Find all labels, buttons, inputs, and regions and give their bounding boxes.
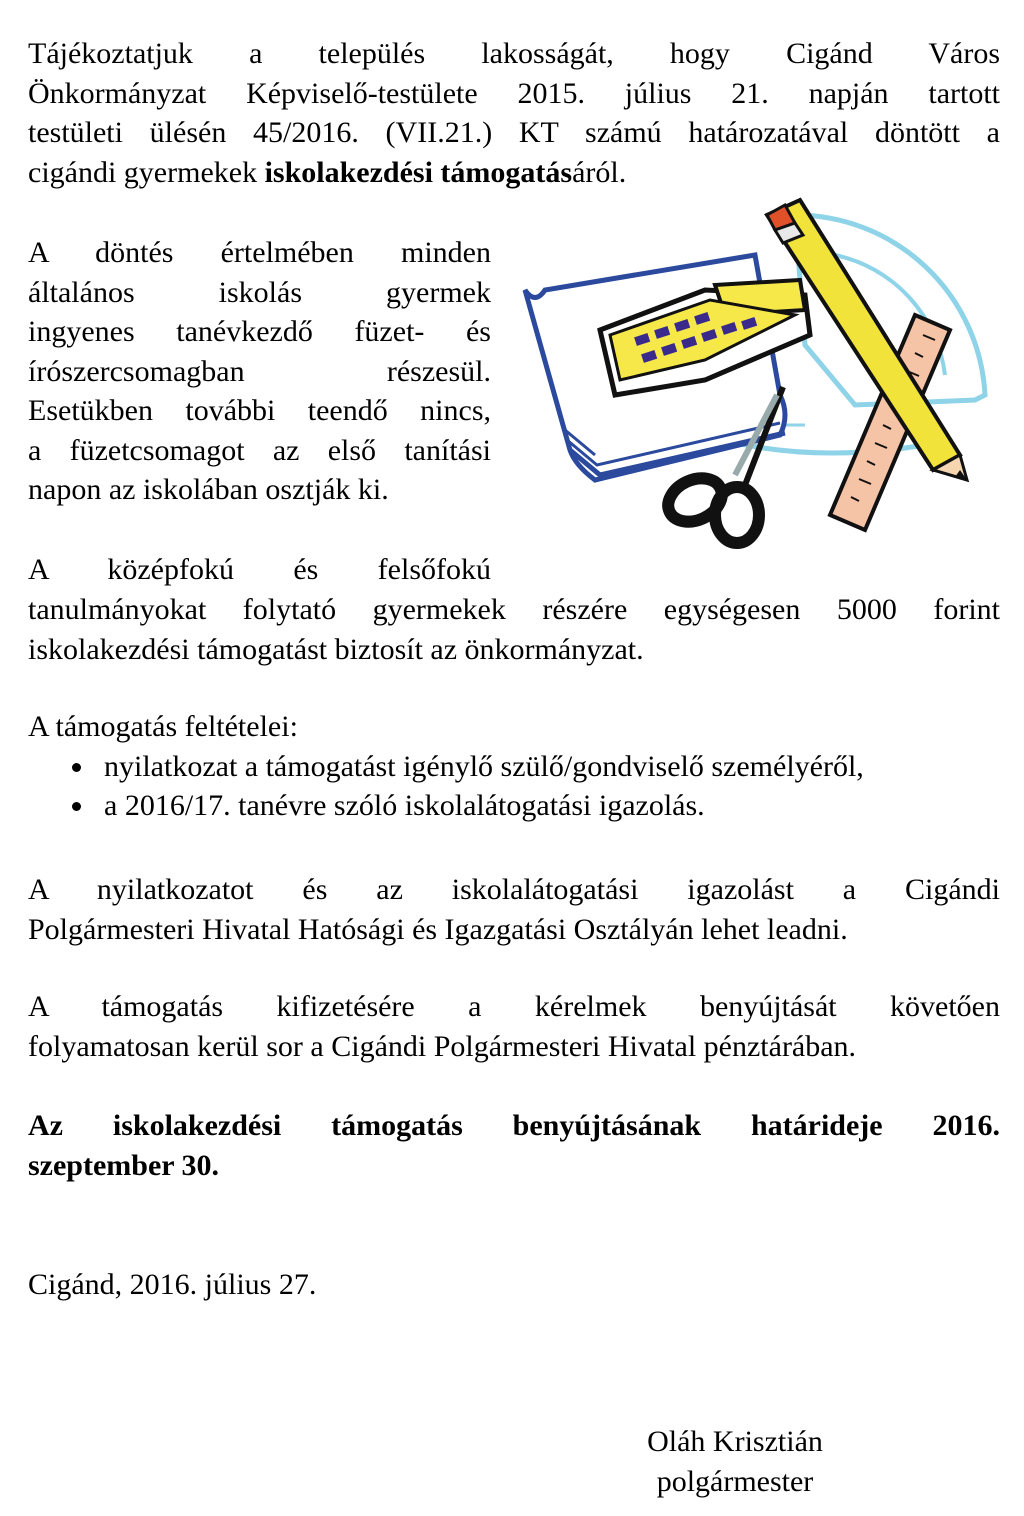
payment-paragraph	[28, 987, 1000, 1066]
intro-bold-term: iskolakezdési támogatás	[264, 155, 573, 189]
decision-line: a füzetcsomagot az első tanítási	[28, 433, 491, 467]
decision-line: A döntés értelmében minden	[28, 236, 491, 269]
condition-text: a 2016/17. tanévre szóló iskolalátogatási igazolás.	[104, 789, 705, 822]
payment-line-2: folyamatosan kerül sor a Cigándi Polgármesteri Hivatal pénztárában.	[28, 1029, 857, 1063]
intro-line-4-prefix: cigándi gyermekek	[28, 155, 265, 189]
bullet-icon	[72, 763, 81, 772]
signer-title: polgármester	[656, 1464, 814, 1498]
decision-line: napon az iskolában osztják ki.	[28, 473, 389, 506]
payment-line-1: A támogatás kifizetésére a kérelmek benyújtását követően	[28, 990, 1000, 1023]
submission-line-1: A nyilatkozatot és az iskolalátogatási igazolást a Cigándi	[28, 873, 1000, 906]
deadline-line-2	[28, 1146, 1000, 1186]
intro-line-4	[28, 153, 1000, 193]
intro-line-3: testületi ülésén 45/2016. (VII.21.) KT számú határozatával döntött a	[28, 116, 1000, 149]
submission-paragraph	[28, 870, 1000, 949]
secondary-line-2: tanulmányokat folytató gyermekek részére egységesen 5000 forint	[28, 593, 1000, 626]
decision-line: írószercsomagban részesül.	[28, 354, 491, 388]
intro-line-1: Tájékoztatjuk a település lakosságát, hogy Cigánd Város	[28, 37, 1000, 70]
list-item	[28, 747, 1000, 787]
submission-line-2: Polgármesteri Hivatal Hatósági és Igazgatási Osztályán lehet leadni.	[28, 912, 848, 946]
deadline-line-1-text: Az iskolakezdési támogatás benyújtásának határideje 2016.	[28, 1109, 1000, 1142]
secondary-line-1: A középfokú és felsőfokú	[28, 553, 491, 586]
decision-line: Esetükben további teendő nincs,	[28, 394, 491, 427]
decision-line: általános iskolás gyermek	[28, 275, 491, 309]
place-date	[28, 1265, 1000, 1305]
deadline-paragraph	[28, 1106, 1000, 1185]
signer-name: Oláh Krisztián	[647, 1425, 823, 1458]
conditions-heading: A támogatás feltételei:	[28, 710, 298, 743]
deadline-line-2-text: szeptember 30.	[28, 1148, 220, 1182]
conditions-section	[28, 707, 1000, 826]
list-item	[28, 786, 1000, 826]
conditions-list	[28, 747, 1000, 826]
condition-text: nyilatkozat a támogatást igénylő szülő/gondviselő személyéről,	[104, 749, 864, 783]
intro-line-2: Önkormányzat Képviselő-testülete 2015. július 21. napján tartott	[28, 76, 1000, 110]
intro-line-4-suffix: áról.	[572, 155, 627, 189]
bullet-icon	[72, 802, 81, 811]
secondary-line-3: iskolakezdési támogatást biztosít az önkormányzat.	[28, 632, 644, 666]
intro-paragraph	[28, 34, 1000, 192]
deadline-line-1	[28, 1106, 1000, 1146]
school-supplies-clipart	[505, 195, 1005, 555]
decision-line: ingyenes tanévkezdő füzet- és	[28, 315, 491, 348]
decision-paragraph	[28, 233, 491, 510]
place-date-text: Cigánd, 2016. július 27.	[28, 1268, 317, 1301]
secondary-paragraph	[28, 590, 1000, 669]
secondary-paragraph-first-line	[28, 550, 491, 590]
signature-block	[620, 1422, 850, 1501]
